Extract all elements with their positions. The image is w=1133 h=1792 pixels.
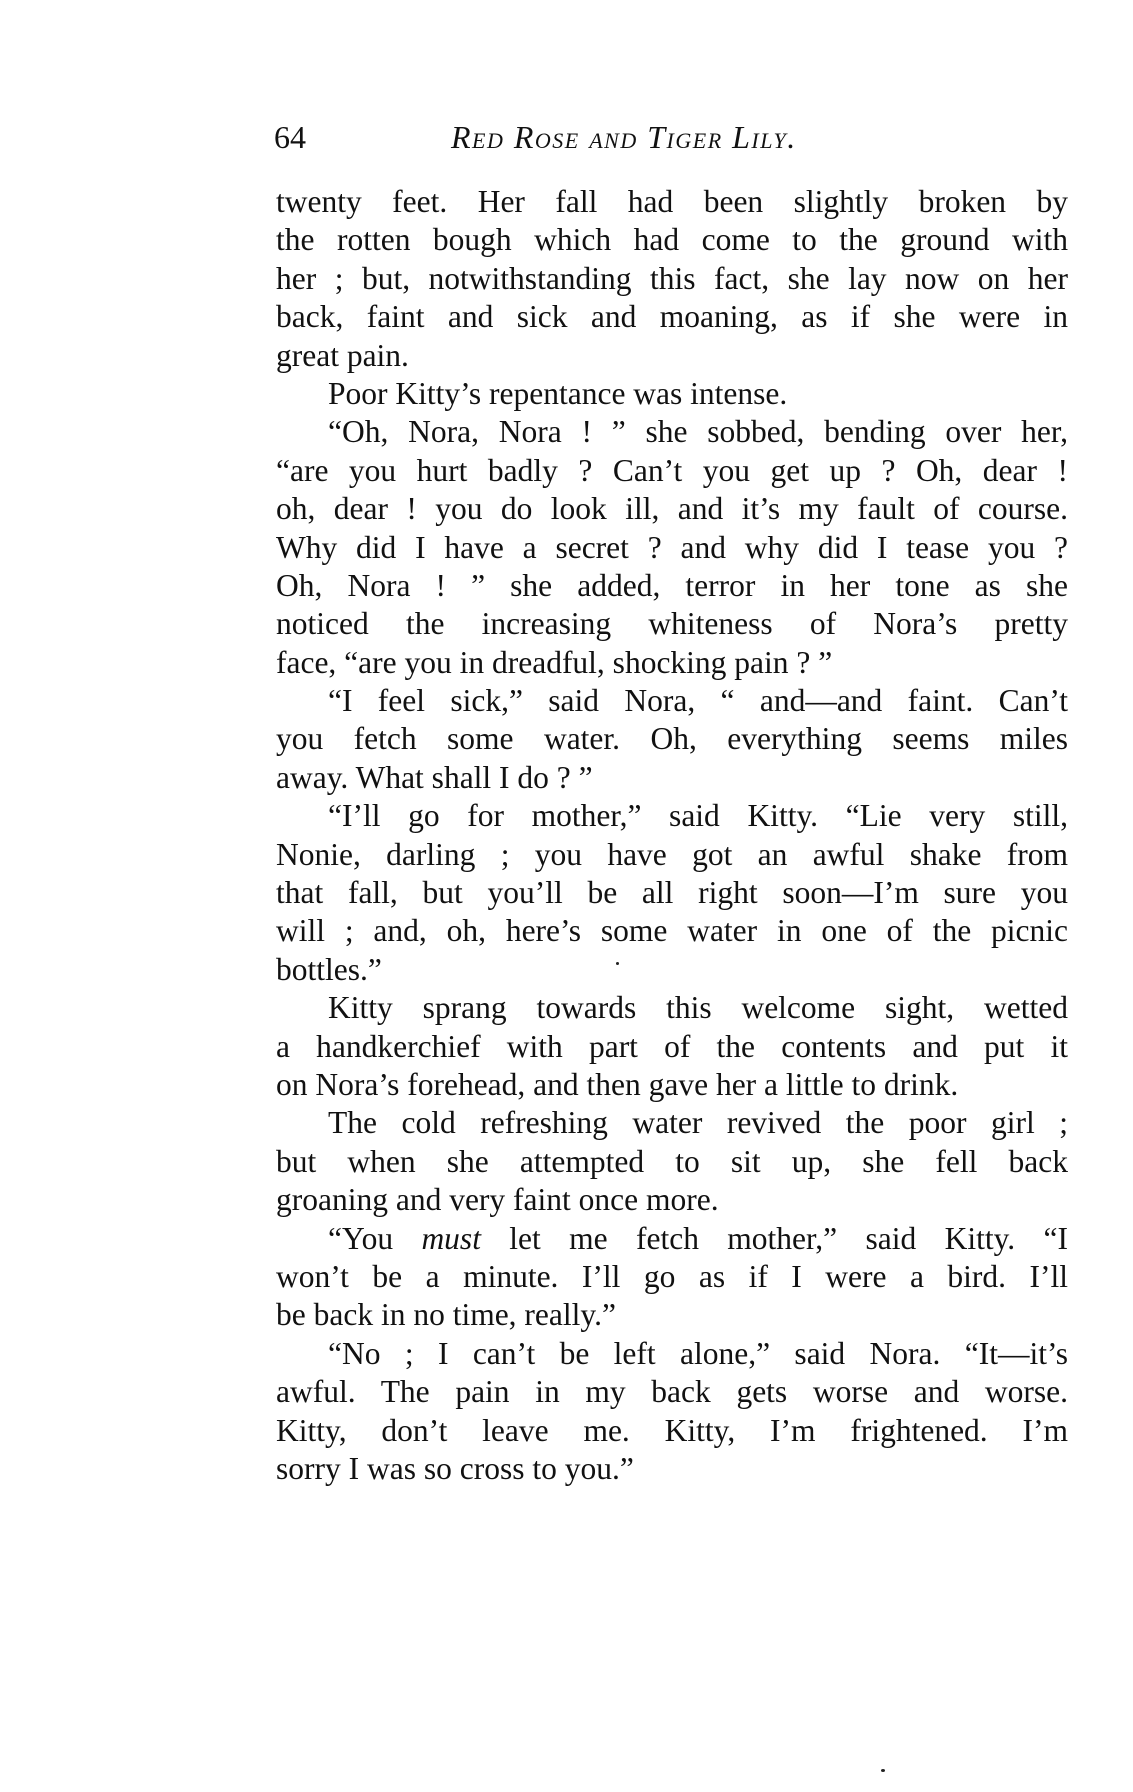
paragraph bbox=[276, 797, 1068, 989]
text-line: Nonie, darling ; you have got an awful shake from bbox=[276, 836, 1068, 872]
text-line: “Oh, Nora, Nora ! ” she sobbed, bending over her, bbox=[328, 414, 1068, 450]
scan-speck bbox=[881, 1769, 885, 1772]
running-head bbox=[274, 112, 1074, 162]
paragraph bbox=[276, 1104, 1068, 1219]
text-line: Kitty, don’t leave me. Kitty, I’m frightened. I’m bbox=[276, 1412, 1068, 1448]
text-line: “I feel sick,” said Nora, “ and—and faint. Can’t bbox=[328, 683, 1068, 719]
text-line: awful. The pain in my back gets worse and worse. bbox=[276, 1374, 1068, 1410]
paragraph bbox=[276, 375, 1068, 413]
text-line: sorry I was so cross to you.” bbox=[276, 1450, 634, 1486]
text-line: her ; but, notwithstanding this fact, she lay now on her bbox=[276, 260, 1068, 296]
text-line: will ; and, oh, here’s some water in one of the picnic bbox=[276, 913, 1068, 949]
text-line: The cold refreshing water revived the poor girl ; bbox=[328, 1105, 1068, 1141]
paragraph bbox=[276, 413, 1068, 682]
text-line: but when she attempted to sit up, she fell back bbox=[276, 1143, 1068, 1179]
text-line: a handkerchief with part of the contents and put it bbox=[276, 1028, 1068, 1064]
text-line: bottles.” bbox=[276, 951, 382, 987]
paragraph bbox=[276, 1220, 1068, 1335]
text-line: “I’ll go for mother,” said Kitty. “Lie very still, bbox=[328, 798, 1068, 834]
text-line: face, “are you in dreadful, shocking pain ? ” bbox=[276, 644, 833, 680]
paragraph bbox=[276, 183, 1068, 375]
text-line: Kitty sprang towards this welcome sight, wetted bbox=[328, 990, 1068, 1026]
text-line: twenty feet. Her fall had been slightly broken by bbox=[276, 184, 1068, 219]
text-line: “are you hurt badly ? Can’t you get up ? Oh, dear ! bbox=[276, 452, 1068, 488]
text-line: be back in no time, really.” bbox=[276, 1297, 616, 1333]
paragraph bbox=[276, 1335, 1068, 1489]
text-line: the rotten bough which had come to the ground with bbox=[276, 222, 1068, 258]
text-line: groaning and very faint once more. bbox=[276, 1182, 719, 1218]
body-text bbox=[276, 183, 1068, 1488]
page-number: 64 bbox=[274, 119, 306, 155]
text-line: you fetch some water. Oh, everything seems miles bbox=[276, 721, 1068, 757]
text-line: Poor Kitty’s repentance was intense. bbox=[328, 375, 788, 411]
text-line: away. What shall I do ? ” bbox=[276, 759, 593, 795]
text-line: won’t be a minute. I’ll go as if I were a bird. I’ll bbox=[276, 1258, 1068, 1294]
text-line: great pain. bbox=[276, 337, 409, 373]
text-line: back, faint and sick and moaning, as if she were in bbox=[276, 299, 1068, 335]
text-line: “No ; I can’t be left alone,” said Nora. “It—it’s bbox=[328, 1335, 1068, 1371]
running-title: Red Rose and Tiger Lily. bbox=[451, 119, 797, 155]
text-line: oh, dear ! you do look ill, and it’s my fault of course. bbox=[276, 491, 1068, 527]
paragraph bbox=[276, 682, 1068, 797]
text-line: “You must let me fetch mother,” said Kitty. “I bbox=[328, 1220, 1068, 1256]
emphasis: must bbox=[421, 1220, 481, 1256]
text-line: noticed the increasing whiteness of Nora’s pretty bbox=[276, 606, 1068, 642]
text-line: Oh, Nora ! ” she added, terror in her tone as she bbox=[276, 567, 1068, 603]
text-line: that fall, but you’ll be all right soon—I’m sure you bbox=[276, 875, 1068, 911]
paragraph bbox=[276, 989, 1068, 1104]
scan-speck bbox=[616, 962, 619, 965]
text-line: Why did I have a secret ? and why did I tease you ? bbox=[276, 529, 1068, 565]
text-line: on Nora’s forehead, and then gave her a little to drink. bbox=[276, 1066, 959, 1102]
